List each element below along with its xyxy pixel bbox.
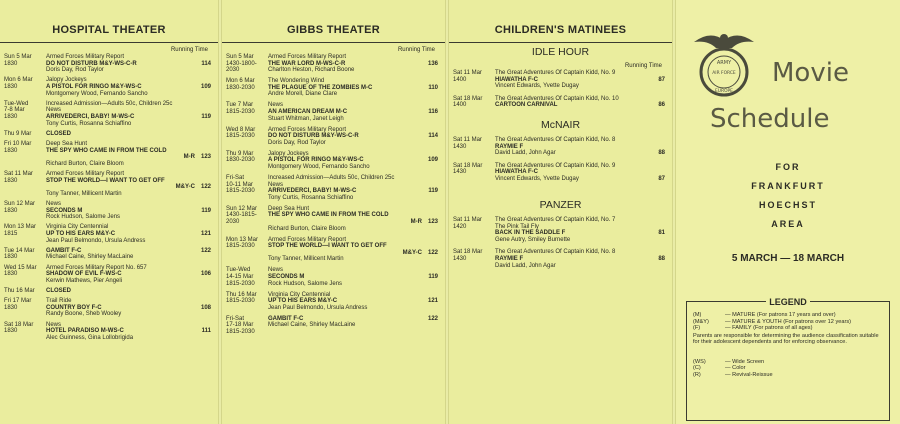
- date-line: Wed 15 Mar: [4, 264, 37, 271]
- running-time: 123: [427, 218, 438, 225]
- program-details: [46, 171, 215, 197]
- theater-subhead: PANZER: [539, 199, 582, 211]
- program-line: Tony Curtis, Rosanna Schiaffino: [46, 120, 132, 127]
- area-line: AREA: [771, 219, 805, 229]
- running-time: 136: [427, 60, 438, 67]
- date-line: Sat 18 Mar: [453, 249, 483, 256]
- date-line: 1430: [453, 255, 467, 262]
- legend-value: — FAMILY (For patrons of all ages): [725, 325, 813, 332]
- showing-date: [226, 102, 266, 115]
- gibbs-theater-title: GIBBS THEATER: [287, 24, 380, 36]
- program-line: Deep Sea Hunt: [46, 141, 88, 147]
- svg-text:ARMY: ARMY: [716, 60, 732, 66]
- date-line: Sun 12 Mar: [4, 201, 36, 207]
- running-time: 106: [200, 271, 211, 278]
- date-line: 1830: [4, 304, 18, 311]
- program-details: [46, 101, 215, 127]
- feature-title: M-R: [410, 218, 422, 225]
- running-time: 114: [428, 133, 438, 140]
- program-line: Richard Burton, Claire Bloom: [46, 160, 124, 167]
- date-line: 1430: [453, 143, 467, 150]
- feature-title: THE WAR LORD M-WS-C-R: [268, 60, 346, 67]
- showing-date: [453, 137, 493, 150]
- cover-panel: [676, 0, 900, 424]
- feature-title: BACK IN THE SADDLE F: [495, 230, 566, 237]
- date-line: Thu 16 Mar: [226, 291, 257, 298]
- program-line: The Pink Tail Fly: [495, 223, 539, 230]
- date-line: 1815-2030: [226, 188, 255, 195]
- running-time: 122: [200, 247, 211, 254]
- running-time: 109: [200, 83, 211, 90]
- running-time: 122: [427, 249, 438, 256]
- program-details: [495, 249, 669, 269]
- date-line: 1400: [453, 76, 467, 83]
- date-line: Fri-Sat: [226, 175, 244, 181]
- date-line: 1815: [4, 230, 18, 237]
- date-line: Thu 9 Mar: [4, 130, 32, 137]
- running-time: 88: [658, 255, 665, 262]
- program-line: Jalopy Jockeys: [46, 77, 87, 84]
- date-line: 14-15 Mar: [226, 273, 254, 280]
- showing-date: [226, 267, 266, 287]
- program-details: [268, 316, 442, 329]
- date-line: 1830: [4, 83, 18, 90]
- program-line: Stuart Whitman, Janet Leigh: [268, 115, 344, 122]
- program-line: Charlton Heston, Richard Boone: [268, 67, 355, 74]
- legend-value: — MATURE & YOUTH (For patrons over 12 years): [725, 318, 851, 325]
- showing-date: [4, 131, 44, 138]
- feature-title: SECONDS M: [268, 273, 305, 280]
- showing-date: [226, 316, 266, 336]
- legend-note: Parents are responsible for determining the audience classification suitable for their adolescent dependents and for enforcing observance.: [693, 332, 879, 345]
- running-time-label: Running Time: [170, 47, 208, 53]
- running-time: 87: [658, 76, 665, 83]
- program-details: [46, 288, 215, 295]
- feature-title: A PISTOL FOR RINGO M&Y-WS-C: [268, 157, 364, 164]
- feature-title: A PISTOL FOR RINGO M&Y-WS-C: [46, 83, 142, 90]
- program-line: Jean Paul Belmondo, Ursula Andress: [268, 304, 368, 311]
- date-line: Sat 11 Mar: [453, 137, 482, 143]
- running-time: 111: [201, 328, 211, 335]
- title-movie: Movie: [772, 58, 849, 88]
- date-line: Sat 11 Mar: [453, 70, 482, 76]
- program-line: The Great Adventures Of Captain Kidd, No. 8: [495, 249, 616, 256]
- date-line: 1830: [4, 271, 18, 278]
- date-line: 1830: [4, 177, 18, 184]
- running-time: 116: [428, 108, 438, 115]
- date-line: Sat 18 Mar: [453, 95, 483, 102]
- program-line: News: [268, 267, 284, 274]
- date-line: Sun 5 Mar: [226, 54, 254, 60]
- program-line: Armed Forces Military Report: [46, 54, 125, 60]
- feature-title: UP TO HIS EARS M&Y-C: [268, 298, 338, 305]
- running-time: 119: [428, 273, 438, 280]
- program-details: [495, 70, 669, 90]
- program-line: Rock Hudson, Salome Jens: [46, 214, 121, 221]
- title-rule: [449, 42, 672, 43]
- showing-date: [226, 54, 266, 74]
- legend-key: (M&Y): [693, 318, 709, 325]
- feature-title: THE PLAGUE OF THE ZOMBIES M-C: [268, 84, 373, 91]
- program-line: Virginia City Centennial: [46, 224, 109, 231]
- program-line: Vincent Edwards, Yvette Dugay: [495, 83, 579, 90]
- program-line: Armed Forces Military Report No. 657: [46, 264, 147, 271]
- date-line: Tue 7 Mar: [226, 102, 254, 109]
- legend-value: — MATURE (For patrons 17 years and over): [725, 312, 836, 318]
- running-time: 122: [427, 315, 438, 322]
- hospital-theater-panel: [0, 0, 218, 424]
- program-line: Armed Forces Military Report: [268, 54, 347, 60]
- svg-text:AIR FORCE: AIR FORCE: [712, 71, 736, 76]
- program-line: Rock Hudson, Salome Jens: [268, 280, 343, 287]
- program-line: News: [46, 107, 62, 114]
- army-air-force-europe-emblem-icon: [690, 28, 758, 100]
- date-line: 1815-2030: [226, 243, 255, 250]
- feature-title: DO NOT DISTURB M&Y-WS-C-R: [46, 60, 137, 67]
- running-time-label: Running Time: [624, 63, 662, 69]
- showing-date: [226, 151, 266, 164]
- legend-value: — Wide Screen: [725, 358, 765, 365]
- legend-box: [686, 297, 890, 421]
- date-line: Mon 6 Mar: [226, 78, 255, 85]
- program-line: David Ladd, John Agar: [495, 262, 556, 269]
- feature-title: RAYMIE F: [495, 143, 524, 150]
- theater-subhead: IDLE HOUR: [531, 46, 590, 58]
- feature-title: SECONDS M: [46, 207, 83, 214]
- showing-date: [4, 298, 44, 311]
- date-line: Thu 16 Mar: [4, 288, 35, 294]
- showing-date: [4, 54, 44, 67]
- program-line: Montgomery Wood, Fernando Sancho: [268, 163, 370, 170]
- program-details: [46, 201, 215, 221]
- legend-title: LEGEND: [687, 297, 889, 307]
- feature-title: GAMBIT F-C: [46, 247, 82, 254]
- date-line: 1830: [4, 254, 18, 261]
- date-line: 1815-2030: [226, 108, 255, 115]
- legend-key: (R): [693, 372, 701, 378]
- legend-value: — Revival-Reissue: [725, 372, 773, 378]
- program-line: Deep Sea Hunt: [268, 205, 310, 212]
- program-line: Tony Tanner, Millicent Martin: [268, 256, 344, 263]
- program-details: [46, 265, 215, 285]
- showing-date: [226, 292, 266, 305]
- program-line: The Great Adventures Of Captain Kidd, No. 10: [495, 95, 619, 102]
- date-line: Tue 14 Mar: [4, 247, 35, 254]
- program-line: Alec Guinness, Gina Lollobrigida: [46, 334, 134, 341]
- showing-date: [226, 78, 266, 91]
- program-line: Jalopy Jockeys: [268, 150, 309, 157]
- feature-title: AN AMERICAN DREAM M-C: [268, 108, 348, 115]
- date-line: Sat 11 Mar: [453, 217, 482, 223]
- program-details: [268, 292, 442, 312]
- feature-title: SHADOW OF EVIL F-WS-C: [46, 271, 122, 278]
- feature-title: M&Y-C: [175, 184, 195, 191]
- date-line: Fri 17 Mar: [4, 298, 32, 305]
- for-line: FOR: [775, 162, 801, 172]
- feature-title: M&Y-C: [402, 249, 422, 256]
- program-details: [268, 237, 442, 263]
- date-line: 1830: [4, 147, 18, 154]
- program-details: [46, 322, 215, 342]
- program-line: Virginia City Centennial: [268, 291, 331, 298]
- feature-title: CLOSED: [46, 288, 72, 294]
- date-line: 1420: [453, 223, 467, 230]
- showing-date: [226, 175, 266, 195]
- legend-key: (F): [693, 325, 701, 332]
- date-line: 1815-2030: [226, 133, 255, 140]
- program-line: Richard Burton, Claire Bloom: [268, 225, 346, 232]
- date-line: 1830-2030: [226, 157, 255, 164]
- showing-date: [226, 127, 266, 140]
- program-details: [268, 151, 442, 171]
- program-line: Jean Paul Belmondo, Ursula Andress: [46, 237, 146, 244]
- childrens-matinees-title: CHILDREN'S MATINEES: [494, 24, 627, 36]
- running-time: 119: [201, 113, 211, 120]
- feature-title: ARRIVEDERCI, BABY! M-WS-C: [46, 113, 135, 120]
- date-line: 1830: [4, 207, 18, 214]
- date-line: Mon 6 Mar: [4, 77, 33, 84]
- program-details: [46, 224, 215, 244]
- date-line: Thu 9 Mar: [226, 150, 254, 157]
- program-details: [46, 248, 215, 261]
- program-details: [268, 127, 442, 147]
- program-line: The Great Adventures Of Captain Kidd, No. 8: [495, 137, 616, 143]
- program-line: David Ladd, John Agar: [495, 150, 556, 157]
- program-line: Randy Boone, Sheb Wooley: [46, 311, 122, 318]
- program-line: Tony Tanner, Millicent Martin: [46, 190, 122, 197]
- showing-date: [453, 249, 493, 262]
- date-line: 2030: [226, 67, 240, 74]
- showing-date: [226, 237, 266, 250]
- feature-title: CLOSED: [46, 130, 72, 137]
- date-line: 1830: [4, 113, 18, 120]
- program-details: [268, 206, 442, 232]
- date-line: Tue-Wed: [226, 267, 251, 274]
- program-details: [46, 141, 215, 167]
- showing-date: [4, 77, 44, 90]
- feature-title: HIAWATHA F-C: [495, 76, 538, 83]
- gibbs-theater-panel: [222, 0, 445, 424]
- hospital-theater-title: HOSPITAL THEATER: [52, 24, 166, 36]
- program-line: News: [46, 201, 62, 207]
- date-line: 1430-1800-: [226, 60, 257, 67]
- date-line: Fri-Sat: [226, 315, 244, 322]
- program-details: [268, 102, 442, 122]
- program-line: Andre Morell, Diane Clare: [268, 91, 338, 98]
- showing-date: [453, 70, 493, 83]
- date-line: Wed 8 Mar: [226, 126, 256, 133]
- program-line: Armed Forces Military Report: [268, 126, 347, 133]
- running-time: 122: [200, 184, 211, 191]
- area-frankfurt: FRANKFURT: [751, 181, 825, 191]
- showing-date: [4, 288, 44, 295]
- date-line: Sat 18 Mar: [453, 162, 483, 169]
- program-details: [46, 298, 215, 318]
- schedule-dates: 5 MARCH — 18 MARCH: [731, 253, 845, 264]
- program-details: [495, 137, 669, 157]
- running-time: 88: [658, 150, 665, 157]
- date-line: 1815-2030: [226, 298, 255, 305]
- feature-title: THE SPY WHO CAME IN FROM THE COLD: [46, 147, 167, 154]
- feature-title: STOP THE WORLD—I WANT TO GET OFF: [268, 243, 387, 250]
- date-line: Tue-Wed: [4, 100, 29, 107]
- running-time-label: Running Time: [397, 47, 435, 53]
- program-line: Doris Day, Rod Taylor: [46, 67, 104, 74]
- showing-date: [4, 201, 44, 214]
- running-time: 109: [427, 157, 438, 164]
- date-line: 1815-2030: [226, 328, 255, 335]
- date-line: Mon 13 Mar: [226, 236, 259, 243]
- running-time: 86: [658, 102, 665, 109]
- title-rule: [0, 42, 218, 43]
- program-details: [495, 96, 669, 109]
- feature-title: RAYMIE F: [495, 255, 524, 262]
- program-line: Gene Autry, Smiley Burnette: [495, 236, 571, 243]
- running-time: 119: [428, 188, 438, 195]
- date-line: 1830-2030: [226, 84, 255, 91]
- program-line: The Great Adventures Of Captain Kidd, No. 9: [495, 70, 616, 76]
- date-line: 1830: [4, 60, 18, 67]
- program-line: News: [46, 321, 62, 328]
- program-details: [268, 267, 442, 287]
- program-line: Armed Forces Military Report: [268, 236, 347, 243]
- feature-title: ARRIVEDERCI, BABY! M-WS-C: [268, 188, 357, 195]
- running-time: 81: [658, 230, 665, 237]
- date-line: Mon 13 Mar: [4, 224, 37, 231]
- running-time: 121: [427, 298, 438, 305]
- feature-title: UP TO HIS EARS M&Y-C: [46, 230, 116, 237]
- program-line: The Great Adventures Of Captain Kidd, No. 7: [495, 217, 616, 223]
- date-line: Sun 12 Mar: [226, 205, 258, 212]
- legend-key: (WS): [693, 358, 706, 365]
- program-details: [46, 77, 215, 97]
- program-line: The Great Adventures Of Captain Kidd, No. 9: [495, 162, 616, 169]
- childrens-matinees-panel: [449, 0, 672, 424]
- showing-date: [4, 248, 44, 261]
- showing-date: [453, 96, 493, 109]
- running-time: 123: [200, 154, 211, 161]
- running-time: 119: [201, 207, 211, 214]
- running-time: 87: [658, 175, 665, 182]
- area-hoechst: HOECHST: [758, 200, 817, 210]
- legend-key: (M): [693, 312, 702, 318]
- date-line: Sat 18 Mar: [4, 321, 34, 328]
- program-details: [268, 175, 442, 201]
- showing-date: [4, 224, 44, 237]
- feature-title: GAMBIT F-C: [268, 315, 304, 322]
- program-line: Trail Ride: [46, 298, 72, 305]
- program-details: [46, 54, 215, 74]
- program-line: Increased Admission—Adults 50c, Children 25c: [268, 175, 395, 181]
- showing-date: [4, 171, 44, 184]
- showing-date: [4, 141, 44, 154]
- showing-date: [4, 101, 44, 121]
- program-line: Increased Admission—Adults 50c, Children 25c: [46, 100, 173, 107]
- program-line: Vincent Edwards, Yvette Dugay: [495, 175, 579, 182]
- date-line: 7-8 Mar: [4, 107, 25, 114]
- program-line: The Wondering Wind: [268, 78, 325, 85]
- svg-text:EUROPE: EUROPE: [715, 89, 733, 94]
- feature-title: HOTEL PARADISO M-WS-C: [46, 328, 124, 335]
- date-line: Sun 5 Mar: [4, 54, 32, 60]
- date-line: 1400: [453, 102, 467, 109]
- showing-date: [453, 217, 493, 230]
- program-details: [268, 78, 442, 98]
- date-line: 1430-1815-: [226, 212, 257, 219]
- program-details: [268, 54, 442, 74]
- date-line: 1830: [4, 328, 18, 335]
- program-details: [46, 131, 215, 138]
- date-line: 1430: [453, 169, 467, 176]
- title-schedule: Schedule: [710, 104, 830, 134]
- legend-key: (C): [693, 365, 701, 372]
- program-line: News: [268, 102, 284, 109]
- program-line: Doris Day, Rod Taylor: [268, 139, 326, 146]
- date-line: Sat 11 Mar: [4, 171, 33, 177]
- program-details: [495, 217, 669, 243]
- date-line: Fri 10 Mar: [4, 141, 32, 147]
- program-line: Michael Caine, Shirley MacLaine: [46, 254, 134, 261]
- program-line: News: [268, 181, 284, 188]
- legend-value: — Color: [725, 365, 746, 372]
- feature-title: THE SPY WHO CAME IN FROM THE COLD: [268, 212, 389, 219]
- showing-date: [226, 206, 266, 226]
- feature-title: HIAWATHA F-C: [495, 169, 538, 176]
- date-line: 10-11 Mar: [226, 181, 253, 188]
- program-line: Armed Forces Military Report: [46, 171, 125, 177]
- program-line: Tony Curtis, Rosanna Schiaffino: [268, 194, 354, 201]
- showing-date: [453, 163, 493, 176]
- feature-title: CARTOON CARNIVAL: [495, 102, 558, 109]
- feature-title: STOP THE WORLD—I WANT TO GET OFF: [46, 177, 165, 184]
- feature-title: M-R: [183, 154, 195, 161]
- theater-subhead: McNAIR: [540, 119, 581, 131]
- running-time: 121: [200, 230, 211, 237]
- program-line: Kerwin Mathews, Pier Angeli: [46, 277, 123, 284]
- date-line: 2030: [226, 218, 240, 225]
- program-line: Montgomery Wood, Fernando Sancho: [46, 90, 148, 97]
- showing-date: [4, 322, 44, 335]
- date-line: 17-18 Mar: [226, 322, 254, 329]
- program-details: [495, 163, 669, 183]
- running-time: 110: [428, 84, 438, 91]
- title-rule: [222, 42, 445, 43]
- running-time: 108: [200, 304, 211, 311]
- feature-title: COUNTRY BOY F-C: [46, 304, 102, 311]
- running-time: 114: [201, 60, 211, 67]
- showing-date: [4, 265, 44, 278]
- feature-title: DO NOT DISTURB M&Y-WS-C-R: [268, 133, 359, 140]
- date-line: 1815-2030: [226, 280, 255, 287]
- program-line: Michael Caine, Shirley MacLaine: [268, 322, 356, 329]
